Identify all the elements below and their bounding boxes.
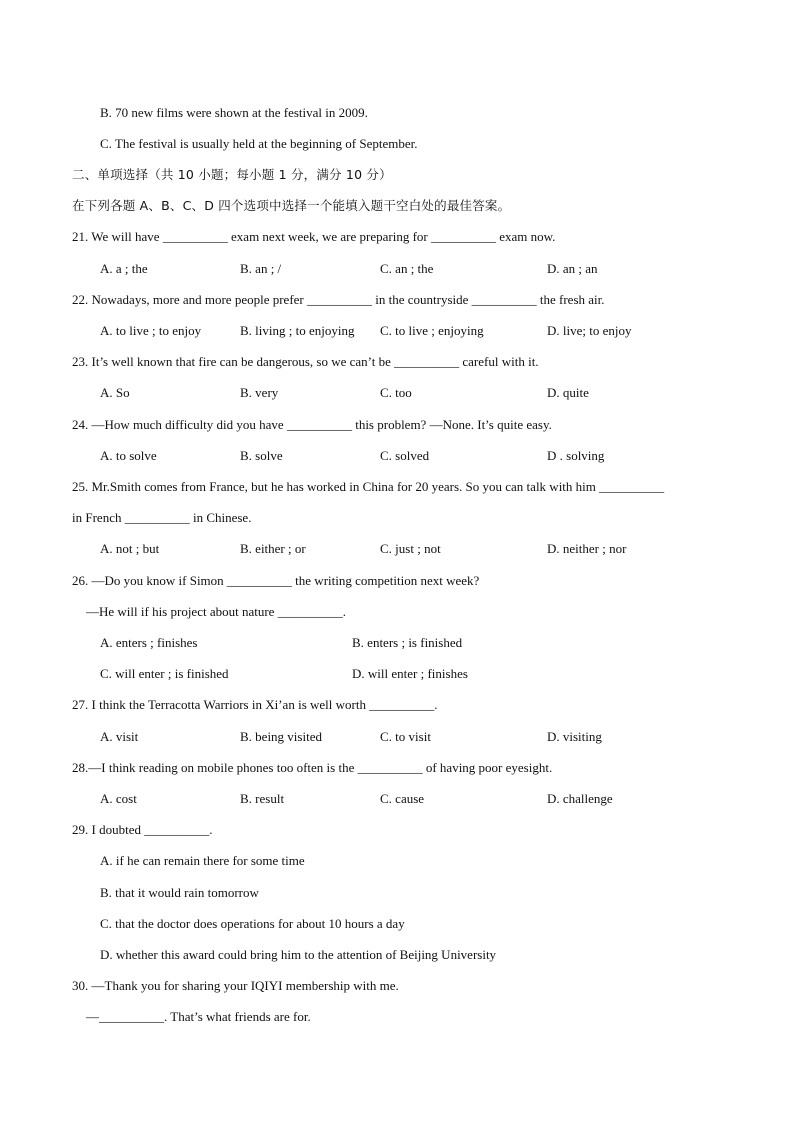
question-21-option-b[interactable]: B. an ; / — [240, 261, 282, 276]
question-25-stem-continued: in French __________ in Chinese. — [72, 510, 252, 525]
prev-option-c: C. The festival is usually held at the beginning of September. — [100, 136, 418, 151]
question-29-option-c[interactable]: C. that the doctor does operations for about 10 hours a day — [100, 916, 405, 931]
question-22-option-c[interactable]: C. to live ; enjoying — [380, 323, 484, 338]
question-29-option-d[interactable]: D. whether this award could bring him to the attention of Beijing University — [100, 947, 497, 962]
question-28-option-d[interactable]: D. challenge — [547, 791, 613, 806]
question-23-stem: 23. It’s well known that fire can be dangerous, so we can’t be __________ careful with it. — [72, 354, 539, 369]
prev-option-b: B. 70 new films were shown at the festival in 2009. — [100, 105, 368, 120]
question-21-option-a[interactable]: A. a ; the — [100, 261, 148, 276]
question-27-option-b[interactable]: B. being visited — [240, 729, 322, 744]
question-29-stem: 29. I doubted __________. — [72, 822, 213, 837]
question-26-option-b[interactable]: B. enters ; is finished — [352, 635, 463, 650]
question-21-option-c[interactable]: C. an ; the — [380, 261, 434, 276]
question-28-option-c[interactable]: C. cause — [380, 791, 425, 806]
question-21-stem: 21. We will have __________ exam next week, we are preparing for __________ exam now. — [72, 229, 556, 244]
section-instruction: 在下列各题 A、B、C、D 四个选项中选择一个能填入题干空白处的最佳答案。 — [72, 198, 511, 213]
question-24-option-d[interactable]: D . solving — [547, 448, 605, 463]
question-28-option-b[interactable]: B. result — [240, 791, 285, 806]
question-22-option-a[interactable]: A. to live ; to enjoy — [100, 323, 202, 338]
question-26-stem-continued: —He will if his project about nature __________. — [86, 604, 346, 619]
question-27-option-d[interactable]: D. visiting — [547, 729, 602, 744]
question-28-option-a[interactable]: A. cost — [100, 791, 137, 806]
question-24-option-b[interactable]: B. solve — [240, 448, 283, 463]
question-22-option-d[interactable]: D. live; to enjoy — [547, 323, 632, 338]
question-27-stem: 27. I think the Terracotta Warriors in Xi’an is well worth __________. — [72, 697, 438, 712]
question-29-option-a[interactable]: A. if he can remain there for some time — [100, 853, 305, 868]
question-23-option-a[interactable]: A. So — [100, 385, 130, 400]
question-30-stem: 30. —Thank you for sharing your IQIYI membership with me. — [72, 978, 399, 993]
question-25-option-b[interactable]: B. either ; or — [240, 541, 306, 556]
question-26-option-d[interactable]: D. will enter ; finishes — [352, 666, 468, 681]
question-23-option-d[interactable]: D. quite — [547, 385, 589, 400]
question-24-stem: 24. —How much difficulty did you have __________ this problem? —None. It’s quite easy. — [72, 417, 552, 432]
question-28-stem: 28.—I think reading on mobile phones too often is the __________ of having poor eyesight. — [72, 760, 553, 775]
question-21-option-d[interactable]: D. an ; an — [547, 261, 598, 276]
question-23-option-b[interactable]: B. very — [240, 385, 279, 400]
question-27-option-c[interactable]: C. to visit — [380, 729, 431, 744]
question-27-option-a[interactable]: A. visit — [100, 729, 139, 744]
question-26-option-c[interactable]: C. will enter ; is finished — [100, 666, 229, 681]
question-25-option-a[interactable]: A. not ; but — [100, 541, 160, 556]
question-26-option-a[interactable]: A. enters ; finishes — [100, 635, 198, 650]
question-23-option-c[interactable]: C. too — [380, 385, 412, 400]
section-title: 二、单项选择（共 10 小题；每小题 1 分，满分 10 分） — [72, 167, 392, 182]
question-30-stem-continued: —__________. That’s what friends are for. — [86, 1009, 311, 1024]
question-25-option-c[interactable]: C. just ; not — [380, 541, 441, 556]
question-22-option-b[interactable]: B. living ; to enjoying — [240, 323, 355, 338]
question-25-stem: 25. Mr.Smith comes from France, but he has worked in China for 20 years. So you can talk with him __________ — [72, 479, 665, 494]
question-26-stem: 26. —Do you know if Simon __________ the writing competition next week? — [72, 573, 480, 588]
question-25-option-d[interactable]: D. neither ; nor — [547, 541, 627, 556]
question-29-option-b[interactable]: B. that it would rain tomorrow — [100, 885, 259, 900]
question-22-stem: 22. Nowadays, more and more people prefer __________ in the countryside __________ the fresh air. — [72, 292, 605, 307]
question-24-option-c[interactable]: C. solved — [380, 448, 430, 463]
question-24-option-a[interactable]: A. to solve — [100, 448, 157, 463]
